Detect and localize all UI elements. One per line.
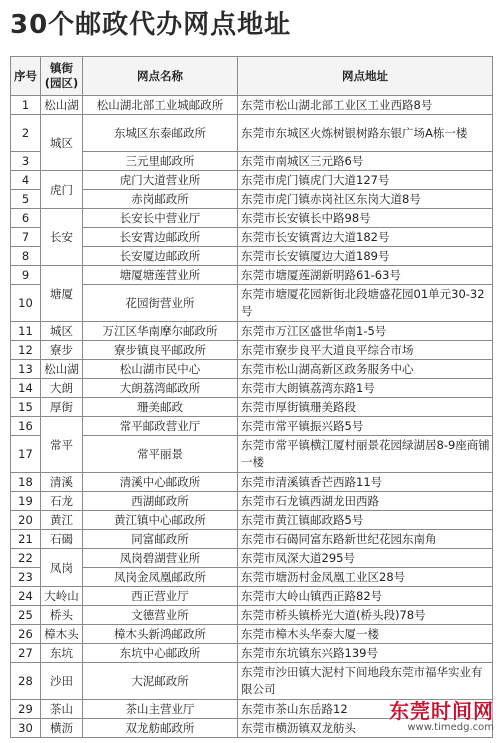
table-header-row <box>11 57 493 96</box>
cell-address: 东莞市长安镇厦边大道189号 <box>238 247 493 266</box>
cell-no: 13 <box>11 360 41 379</box>
cell-no: 18 <box>11 473 41 492</box>
table-row <box>11 209 493 228</box>
cell-town: 石碣 <box>41 530 83 549</box>
cell-town: 松山湖 <box>41 96 83 115</box>
cell-address: 东莞市石龙镇西湖龙田西路 <box>238 492 493 511</box>
cell-name: 樟木头新鸿邮政所 <box>83 625 238 644</box>
cell-town: 桥头 <box>41 606 83 625</box>
cell-address: 东莞市清溪镇香芒西路11号 <box>238 473 493 492</box>
cell-name: 松山湖市民中心 <box>83 360 238 379</box>
cell-name: 同富邮政所 <box>83 530 238 549</box>
cell-no: 22 <box>11 549 41 568</box>
cell-address: 东莞市长安镇长中路98号 <box>238 209 493 228</box>
cell-name: 三元里邮政所 <box>83 152 238 171</box>
watermark-brand: 东莞时间网 <box>389 699 494 723</box>
cell-town: 寮步 <box>41 341 83 360</box>
cell-address: 东莞市塘沥村金凤凰工业区28号 <box>238 568 493 587</box>
cell-town: 茶山 <box>41 700 83 719</box>
cell-town: 凤岗 <box>41 549 83 587</box>
branch-table <box>10 56 493 738</box>
table-row <box>11 436 493 473</box>
table-row <box>11 247 493 266</box>
cell-name: 西湖邮政所 <box>83 492 238 511</box>
cell-address: 东莞市樟木头华泰大厦一楼 <box>238 625 493 644</box>
cell-town: 长安 <box>41 209 83 266</box>
page-title: 30个邮政代办网点地址 <box>10 10 292 40</box>
header-town: 镇街(园区) <box>41 57 83 96</box>
table-row <box>11 360 493 379</box>
cell-no: 26 <box>11 625 41 644</box>
table-row <box>11 511 493 530</box>
cell-name: 东坑中心邮政所 <box>83 644 238 663</box>
cell-no: 16 <box>11 417 41 436</box>
table-row <box>11 492 493 511</box>
cell-name: 凤岗碧湖营业所 <box>83 549 238 568</box>
cell-no: 3 <box>11 152 41 171</box>
cell-name: 大泥邮政所 <box>83 663 238 700</box>
cell-address: 东莞市松山湖北部工业区工业西路8号 <box>238 96 493 115</box>
watermark-url: www.timedg.com <box>407 722 494 733</box>
cell-no: 8 <box>11 247 41 266</box>
cell-no: 9 <box>11 266 41 285</box>
cell-name: 文德营业所 <box>83 606 238 625</box>
cell-address: 东莞市凤深大道295号 <box>238 549 493 568</box>
cell-town: 大岭山 <box>41 587 83 606</box>
cell-name: 常平邮政营业厅 <box>83 417 238 436</box>
cell-no: 1 <box>11 96 41 115</box>
cell-address: 东莞市常平镇横江厦村丽景花园绿湖居8-9座商铺一楼 <box>238 436 493 473</box>
cell-address: 东莞市东城区火炼树银树路东银广场A栋一楼 <box>238 115 493 152</box>
cell-name: 花园街营业所 <box>83 285 238 322</box>
header-no: 序号 <box>11 57 41 96</box>
table-row <box>11 398 493 417</box>
cell-address: 东莞市虎门镇赤岗社区东岗大道8号 <box>238 190 493 209</box>
cell-address: 东莞市塘厦莲湖新明路61-63号 <box>238 266 493 285</box>
cell-name: 长安厦边邮政所 <box>83 247 238 266</box>
cell-no: 14 <box>11 379 41 398</box>
cell-no: 4 <box>11 171 41 190</box>
table-row <box>11 473 493 492</box>
cell-name: 东城区东泰邮政所 <box>83 115 238 152</box>
cell-name: 赤岗邮政所 <box>83 190 238 209</box>
cell-town: 黄江 <box>41 511 83 530</box>
cell-name: 常平丽景 <box>83 436 238 473</box>
cell-town: 石龙 <box>41 492 83 511</box>
cell-no: 10 <box>11 285 41 322</box>
cell-no: 30 <box>11 719 41 738</box>
cell-no: 28 <box>11 663 41 700</box>
table-row <box>11 341 493 360</box>
cell-address: 东莞市黄江镇邮政路5号 <box>238 511 493 530</box>
table-row <box>11 285 493 322</box>
cell-town: 横沥 <box>41 719 83 738</box>
table-row <box>11 644 493 663</box>
cell-address: 东莞市茶山东岳路12 <box>238 700 493 719</box>
table-row <box>11 625 493 644</box>
cell-address: 东莞市石碣同富东路新世纪花园东南角 <box>238 530 493 549</box>
table-row <box>11 152 493 171</box>
cell-address: 东莞市万江区盛世华南1-5号 <box>238 322 493 341</box>
table-row <box>11 549 493 568</box>
cell-address: 东莞市大岭山镇西正路82号 <box>238 587 493 606</box>
cell-address: 东莞市沙田镇大泥村下间地段东莞市福华实业有限公司 <box>238 663 493 700</box>
table-row <box>11 266 493 285</box>
cell-town: 城区 <box>41 322 83 341</box>
cell-name: 珊美邮政 <box>83 398 238 417</box>
cell-town: 城区 <box>41 115 83 171</box>
cell-no: 29 <box>11 700 41 719</box>
cell-town: 塘厦 <box>41 266 83 322</box>
cell-address: 东莞市塘厦花园新街北段塘盛花园01单元30-32号 <box>238 285 493 322</box>
table-row <box>11 322 493 341</box>
cell-no: 15 <box>11 398 41 417</box>
cell-address: 东莞市东坑镇东兴路139号 <box>238 644 493 663</box>
cell-no: 23 <box>11 568 41 587</box>
cell-name: 万江区华南摩尔邮政所 <box>83 322 238 341</box>
cell-town: 厚街 <box>41 398 83 417</box>
table-row <box>11 171 493 190</box>
cell-name: 长安霄边邮政所 <box>83 228 238 247</box>
site-watermark-logo <box>389 695 494 733</box>
cell-name: 大朗荔湾邮政所 <box>83 379 238 398</box>
cell-name: 黄江镇中心邮政所 <box>83 511 238 530</box>
cell-name: 茶山主营业厅 <box>83 700 238 719</box>
cell-address: 东莞市桥头镇桥光大道(桥头段)78号 <box>238 606 493 625</box>
cell-no: 12 <box>11 341 41 360</box>
table-row <box>11 530 493 549</box>
table-row <box>11 417 493 436</box>
cell-address: 东莞市厚街镇珊美路段 <box>238 398 493 417</box>
table-row <box>11 587 493 606</box>
cell-name: 清溪中心邮政所 <box>83 473 238 492</box>
cell-no: 5 <box>11 190 41 209</box>
cell-town: 樟木头 <box>41 625 83 644</box>
cell-address: 东莞市松山湖高新区政务服务中心 <box>238 360 493 379</box>
cell-name: 双龙舫邮政所 <box>83 719 238 738</box>
cell-town: 沙田 <box>41 663 83 700</box>
table-row <box>11 115 493 152</box>
cell-no: 2 <box>11 115 41 152</box>
cell-address: 东莞市横沥镇双龙舫头 <box>238 719 493 738</box>
table-row <box>11 96 493 115</box>
cell-no: 11 <box>11 322 41 341</box>
cell-no: 27 <box>11 644 41 663</box>
cell-town: 清溪 <box>41 473 83 492</box>
cell-name: 长安长中营业厅 <box>83 209 238 228</box>
cell-address: 东莞市虎门镇虎门大道127号 <box>238 171 493 190</box>
cell-no: 21 <box>11 530 41 549</box>
cell-town: 大朗 <box>41 379 83 398</box>
cell-address: 东莞市寮步良平大道良平综合市场 <box>238 341 493 360</box>
cell-no: 17 <box>11 436 41 473</box>
cell-name: 塘厦塘莲营业所 <box>83 266 238 285</box>
cell-no: 7 <box>11 228 41 247</box>
cell-name: 凤岗金凤凰邮政所 <box>83 568 238 587</box>
cell-no: 6 <box>11 209 41 228</box>
cell-no: 20 <box>11 511 41 530</box>
cell-no: 25 <box>11 606 41 625</box>
header-address: 网点地址 <box>238 57 493 96</box>
cell-name: 虎门大道营业所 <box>83 171 238 190</box>
header-name: 网点名称 <box>83 57 238 96</box>
cell-address: 东莞市南城区三元路6号 <box>238 152 493 171</box>
cell-address: 东莞市常平镇振兴路5号 <box>238 417 493 436</box>
cell-name: 松山湖北部工业城邮政所 <box>83 96 238 115</box>
table-row <box>11 228 493 247</box>
cell-town: 松山湖 <box>41 360 83 379</box>
cell-no: 19 <box>11 492 41 511</box>
cell-address: 东莞市大朗镇荔湾东路1号 <box>238 379 493 398</box>
table-row <box>11 379 493 398</box>
cell-town: 常平 <box>41 417 83 473</box>
cell-town: 虎门 <box>41 171 83 209</box>
cell-name: 西正营业厅 <box>83 587 238 606</box>
cell-no: 24 <box>11 587 41 606</box>
table-row <box>11 568 493 587</box>
cell-name: 寮步镇良平邮政所 <box>83 341 238 360</box>
table-row <box>11 663 493 700</box>
cell-town: 东坑 <box>41 644 83 663</box>
table-row <box>11 190 493 209</box>
cell-address: 东莞市长安镇霄边大道182号 <box>238 228 493 247</box>
table-row <box>11 606 493 625</box>
